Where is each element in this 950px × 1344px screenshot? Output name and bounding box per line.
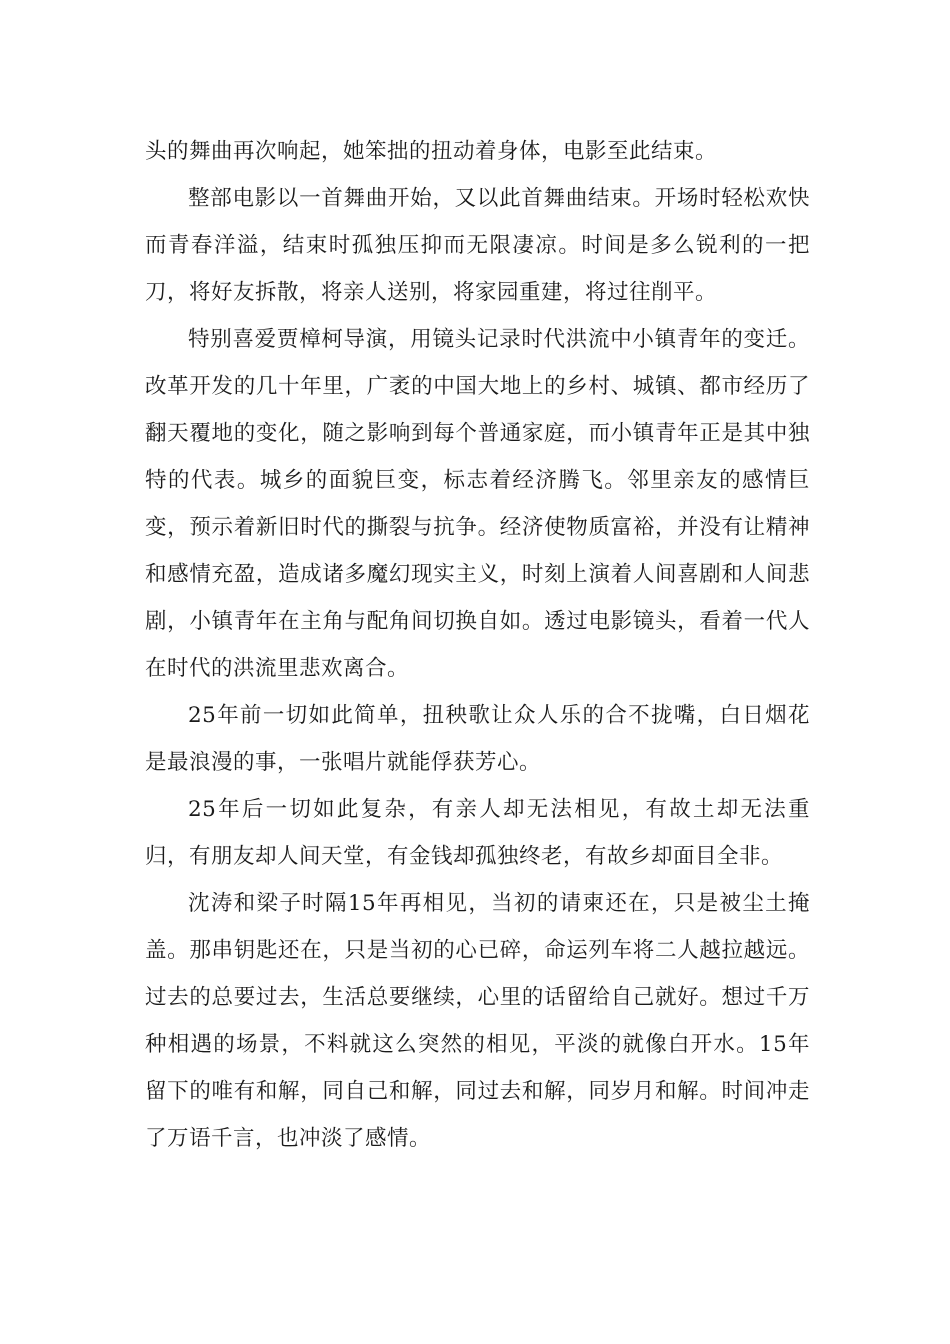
paragraph-continuation: 头的舞曲再次响起，她笨拙的扭动着身体，电影至此结束。 [145, 139, 718, 164]
paragraph-director-praise: 特别喜爱贾樟柯导演，用镜头记录时代洪流中小镇青年的变迁。改革开发的几十年里，广袤的中国大地上的乡村、城镇、都市经历了翻天覆地的变化，随之影响到每个普通家庭，而小镇青年正是其中独特的代表。城乡的面貌巨变，标志着经济腾飞。邻里亲友的感情巨变，预示着新旧时代的撕裂与抗争。经济使物质富裕，并没有让精神和感情充盈，造成诸多魔幻现实主义，时刻上演着人间喜剧和人间悲剧，小镇青年在主角与配角间切换自如。透过电影镜头，看着一代人在时代的洪流里悲欢离合。 [145, 327, 810, 681]
paragraph-25-years-ago: 25年前一切如此简单，扭秧歌让众人乐的合不拢嘴，白日烟花是最浪漫的事，一张唱片就能俘获芳心。 [145, 703, 810, 775]
paragraph-reunion: 沈涛和梁子时隔15年再相见，当初的请柬还在，只是被尘土掩盖。那串钥匙还在，只是当初的心已碎，命运列车将二人越拉越远。过去的总要过去，生活总要继续，心里的话留给自己就好。想过千万种相遇的场景，不料就这么突然的相见，平淡的就像白开水。15年留下的唯有和解，同自己和解，同过去和解，同岁月和解。时间冲走了万语千言，也冲淡了感情。 [145, 891, 810, 1151]
paragraph-opening-closing-dance: 整部电影以一首舞曲开始，又以此首舞曲结束。开场时轻松欢快而青春洋溢，结束时孤独压抑而无限凄凉。时间是多么锐利的一把刀，将好友拆散，将亲人送别，将家园重建，将过往削平。 [145, 186, 810, 305]
paragraph-25-years-later: 25年后一切如此复杂，有亲人却无法相见，有故土却无法重归，有朋友却人间天堂，有金钱却孤独终老，有故乡却面目全非。 [145, 797, 810, 869]
document-body [145, 128, 810, 1162]
